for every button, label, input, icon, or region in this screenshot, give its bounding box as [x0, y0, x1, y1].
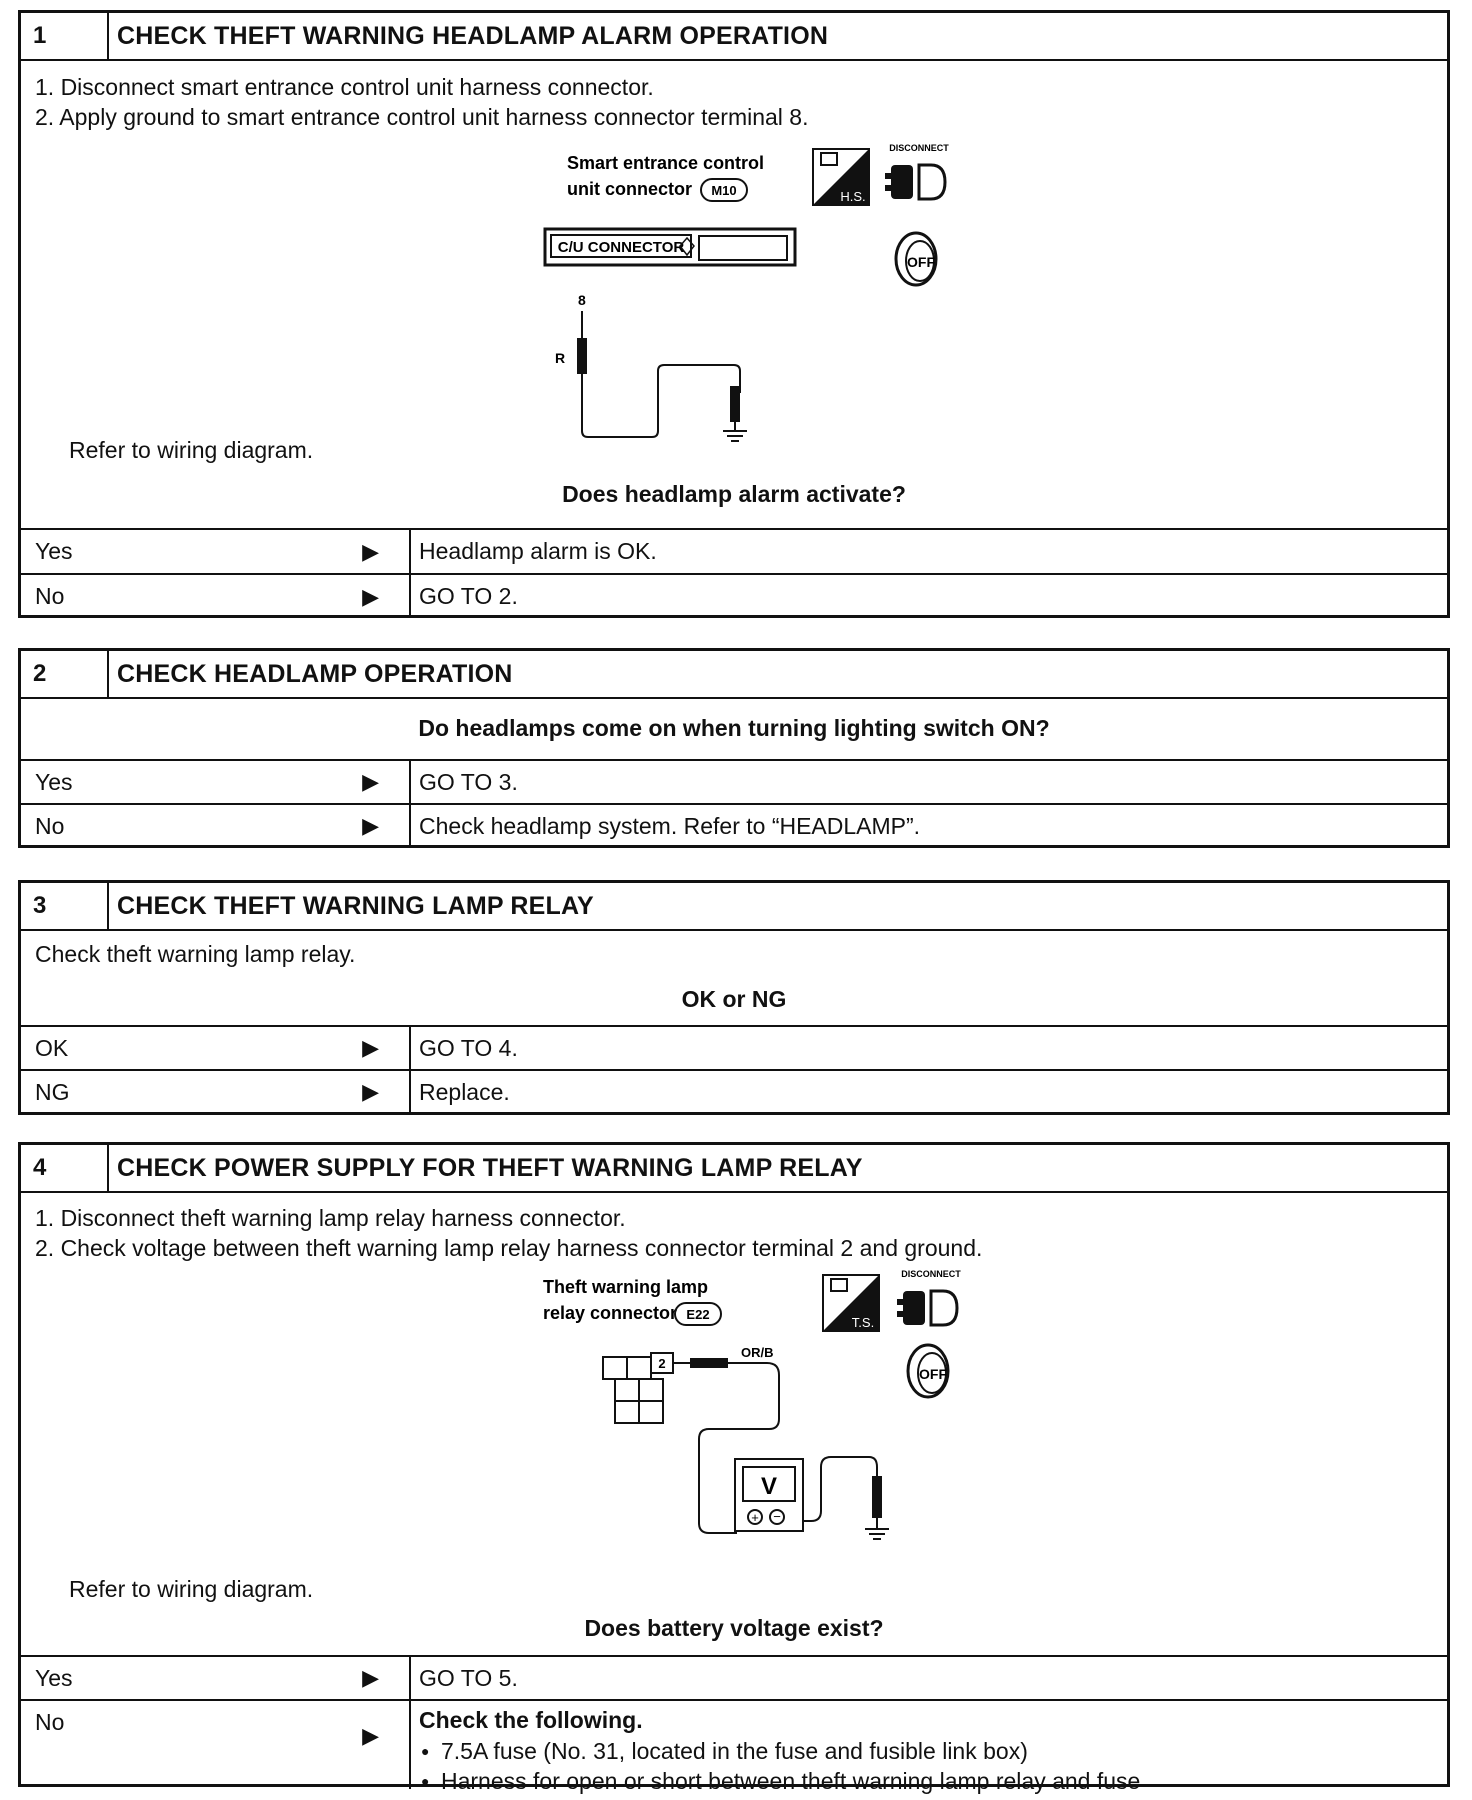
- refer-text: Refer to wiring diagram.: [69, 437, 314, 463]
- terminal-number: 8: [578, 292, 586, 308]
- step-body: [21, 931, 1447, 1025]
- connector-label-line2: unit connector: [567, 179, 692, 199]
- answer-label: No: [35, 583, 65, 609]
- svg-text:T.S.: T.S.: [851, 1315, 875, 1330]
- answer-action: Headlamp alarm is OK.: [419, 538, 657, 564]
- step-header: [21, 1145, 1447, 1193]
- harness-side-icon: [813, 149, 869, 205]
- answer-label: No: [35, 812, 65, 839]
- answer-row: [21, 528, 1447, 573]
- arrow-icon: ▶: [362, 813, 379, 838]
- step-body: [21, 1193, 1447, 1655]
- answer-label: NG: [35, 1078, 70, 1105]
- answer-action: GO TO 5.: [419, 1664, 518, 1691]
- connector-id: M10: [711, 183, 737, 198]
- step-2: [18, 648, 1450, 848]
- step-number: 4: [21, 1145, 109, 1191]
- connector-id: E22: [686, 1307, 710, 1322]
- instruction-1: 1. Disconnect smart entrance control unit harness connector.: [35, 74, 654, 100]
- answer-action: Check headlamp system. Refer to “HEADLAMP”.: [419, 812, 921, 839]
- connector-label-line1: Theft warning lamp: [543, 1277, 709, 1297]
- step-number: 3: [21, 883, 109, 929]
- action-checklist: [419, 1736, 1447, 1796]
- test-lead: [578, 311, 747, 441]
- answer-row: [21, 759, 1447, 803]
- wire-color: R: [555, 350, 566, 366]
- answer-label: OK: [35, 1034, 69, 1061]
- svg-text:+: +: [751, 1510, 759, 1525]
- question: Does headlamp alarm activate?: [562, 481, 906, 507]
- cu-connector-label: C/U CONNECTOR: [557, 239, 685, 256]
- step-1: [18, 10, 1450, 618]
- connector-label-line2: relay connector: [543, 1303, 678, 1323]
- question: Do headlamps come on when turning lighting switch ON?: [418, 715, 1050, 741]
- ignition-off-icon: [908, 1345, 948, 1397]
- step-number: 2: [21, 651, 109, 697]
- svg-text:V: V: [760, 1473, 778, 1500]
- instruction-2: 2. Check voltage between theft warning lamp relay harness connector terminal 2 and ground.: [35, 1235, 983, 1261]
- answer-row: [21, 1069, 1447, 1113]
- answer-row: [21, 803, 1447, 847]
- arrow-icon: ▶: [362, 1079, 379, 1104]
- question: Does battery voltage exist?: [584, 1615, 884, 1641]
- step-title: CHECK THEFT WARNING HEADLAMP ALARM OPERATION: [117, 21, 829, 50]
- connector-diagram: [531, 139, 991, 449]
- svg-text:DISCONNECT: DISCONNECT: [901, 1269, 961, 1279]
- connector-label-line1: Smart entrance control: [567, 153, 765, 173]
- answer-action: [411, 1701, 1447, 1794]
- answer-row: [21, 1025, 1447, 1069]
- action-title: Check the following.: [419, 1707, 643, 1733]
- refer-text: Refer to wiring diagram.: [69, 1576, 314, 1602]
- instruction-1: Check theft warning lamp relay.: [35, 941, 356, 967]
- answer-action: GO TO 3.: [419, 768, 518, 795]
- step-header: [21, 13, 1447, 61]
- step-header: [21, 883, 1447, 931]
- step-title: CHECK THEFT WARNING LAMP RELAY: [117, 891, 594, 920]
- svg-text:DISCONNECT: DISCONNECT: [889, 143, 949, 153]
- step-title: CHECK POWER SUPPLY FOR THEFT WARNING LAMP RELAY: [117, 1153, 863, 1182]
- step-number: 1: [21, 13, 109, 59]
- step-4: [18, 1142, 1450, 1794]
- answer-row: [21, 1655, 1447, 1699]
- answer-action: GO TO 4.: [419, 1034, 518, 1061]
- answer-row: [21, 1699, 1447, 1794]
- answer-action: Replace.: [419, 1078, 510, 1105]
- terminal-side-icon: [823, 1275, 879, 1331]
- step-header: [21, 651, 1447, 699]
- answer-label: Yes: [35, 1664, 73, 1691]
- step-title: CHECK HEADLAMP OPERATION: [117, 659, 513, 688]
- voltmeter-icon: [735, 1459, 803, 1531]
- answer-label: Yes: [35, 768, 73, 795]
- wire-color: OR/B: [741, 1345, 774, 1360]
- step-body: [21, 61, 1447, 528]
- question: OK or NG: [681, 986, 787, 1012]
- arrow-icon: ▶: [362, 583, 379, 609]
- svg-text:−: −: [773, 1509, 781, 1524]
- step-body: [21, 699, 1447, 759]
- checklist-item: ● 7.5A fuse (No. 31, located in the fuse and fusible link box): [419, 1736, 1447, 1766]
- disconnect-icon: [897, 1269, 961, 1325]
- step-3: [18, 880, 1450, 1115]
- ignition-off-icon: [896, 233, 936, 285]
- instruction-2: 2. Apply ground to smart entrance control unit harness connector terminal 8.: [35, 104, 809, 130]
- svg-text:OFF: OFF: [907, 254, 935, 270]
- arrow-icon: ▶: [362, 538, 379, 564]
- instruction-1: 1. Disconnect theft warning lamp relay harness connector.: [35, 1205, 626, 1231]
- arrow-icon: ▶: [362, 769, 379, 794]
- disconnect-icon: [885, 143, 949, 199]
- voltage-check-diagram: [531, 1267, 991, 1577]
- arrow-icon: ▶: [362, 1723, 379, 1748]
- svg-text:H.S.: H.S.: [840, 189, 866, 204]
- answer-label: Yes: [35, 538, 73, 564]
- arrow-icon: ▶: [362, 1035, 379, 1060]
- arrow-icon: ▶: [362, 1665, 379, 1690]
- terminal-number: 2: [658, 1356, 666, 1371]
- cu-connector: [545, 229, 795, 265]
- checklist-item: ● Harness for open or short between theft warning lamp relay and fuse: [419, 1766, 1447, 1796]
- svg-text:OFF: OFF: [919, 1366, 947, 1382]
- answer-row: [21, 573, 1447, 618]
- answer-label: No: [35, 1709, 65, 1735]
- answer-action: GO TO 2.: [419, 583, 518, 609]
